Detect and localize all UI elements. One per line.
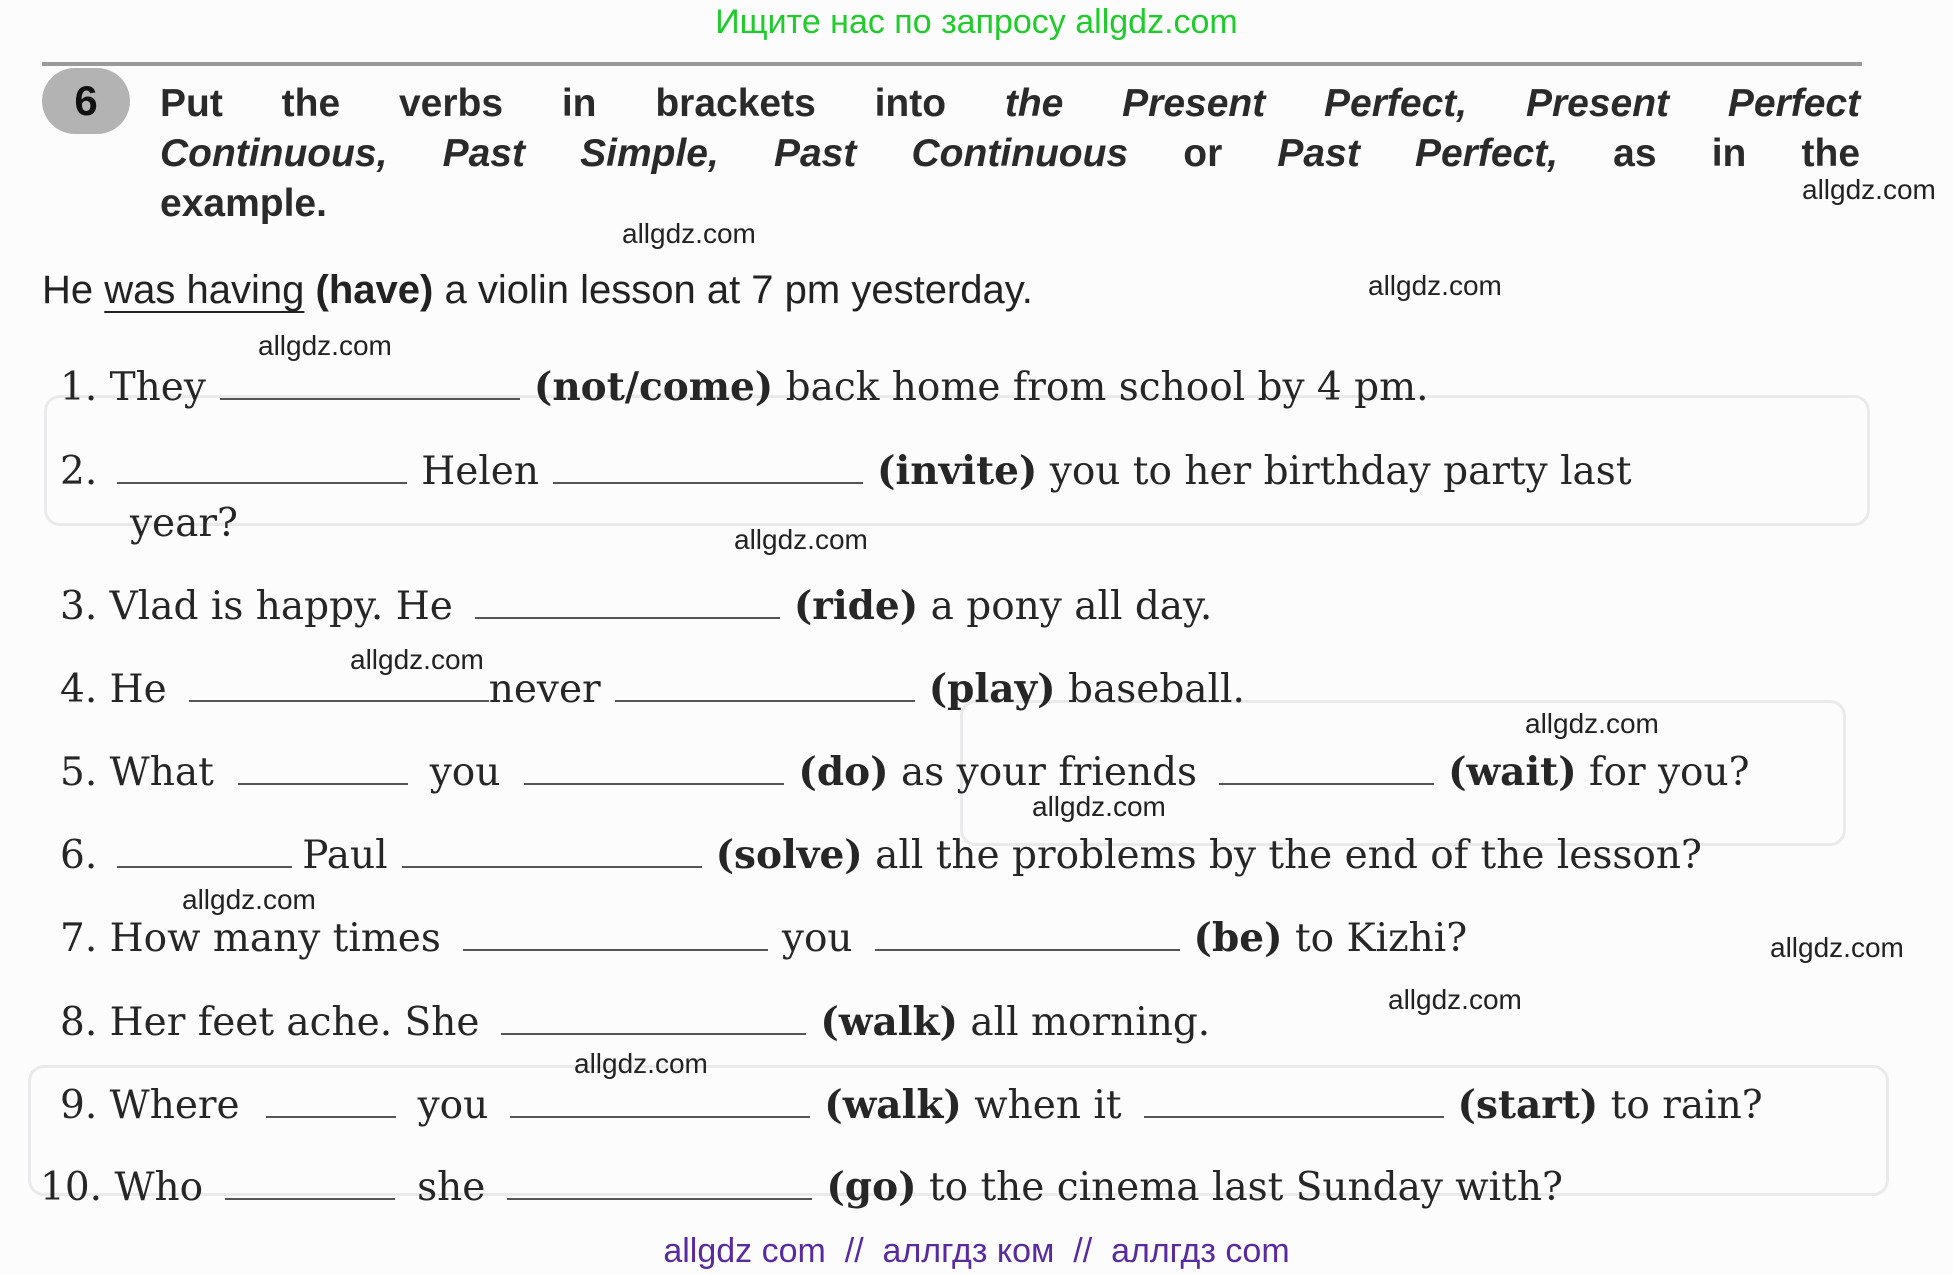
answer-blank[interactable] [117,832,292,868]
watermark: allgdz.com [350,644,484,675]
exercise-item-4: 4. He never (play) baseball. [60,666,1245,712]
answer-blank[interactable] [1144,1082,1444,1118]
instruction-line-2: Continuous, Past Simple, Past Continuous or Past Perfect, as in the [160,132,1861,175]
header-rule [42,62,1862,66]
answer-blank[interactable] [553,448,863,484]
exercise-item-1: 1. They (not/come) back home from school by 4 pm. [60,364,1429,410]
exercise-item-5: 5. What you (do) as your friends (wait) for you? [60,749,1750,795]
watermark: allgdz.com [622,218,756,249]
exercise-item-3: 3. Vlad is happy. He (ride) a pony all day. [60,583,1213,629]
footer-watermark: allgdz com // аллгдз ком // аллгдз com [663,1232,1290,1270]
answer-blank[interactable] [507,1164,812,1200]
watermark: allgdz.com [1032,791,1166,822]
answer-blank[interactable] [475,583,780,619]
watermark: allgdz.com [1525,708,1659,739]
answer-blank[interactable] [402,832,702,868]
answer-blank[interactable] [238,749,408,785]
instruction-line-1: Put the verbs in brackets into the Present Perfect, Present Perfect [160,82,1861,125]
watermark: allgdz.com [1368,270,1502,301]
example-sentence: He was having (have) a violin lesson at 7 pm yesterday. [42,268,1033,312]
answer-blank[interactable] [225,1164,395,1200]
exercise-item-10: 10. Who she (go) to the cinema last Sunday with? [40,1164,1563,1210]
watermark: allgdz.com [734,524,868,555]
exercise-item-2-cont: year? [130,501,238,546]
answer-blank[interactable] [1219,749,1434,785]
answer-blank[interactable] [524,749,784,785]
exercise-item-9: 9. Where you (walk) when it (start) to rain? [60,1082,1763,1128]
watermark: allgdz.com [1802,174,1936,205]
answer-blank[interactable] [875,915,1180,951]
exercise-item-8: 8. Her feet ache. She (walk) all morning. [60,999,1211,1045]
instruction-line-3: example. [160,182,327,225]
answer-blank[interactable] [501,999,806,1035]
watermark: allgdz.com [1770,932,1904,963]
answer-blank[interactable] [117,448,407,484]
exercise-item-7: 7. How many times you (be) to Kizhi? [60,915,1468,961]
exercise-number-badge: 6 [42,68,130,134]
answer-blank[interactable] [615,666,915,702]
answer-blank[interactable] [220,364,520,400]
answer-blank[interactable] [463,915,768,951]
watermark: allgdz.com [182,884,316,915]
answer-blank[interactable] [510,1082,810,1118]
watermark: allgdz.com [258,330,392,361]
answer-blank[interactable] [266,1082,396,1118]
watermark: allgdz.com [574,1048,708,1079]
exercise-item-6: 6. Paul (solve) all the problems by the end of the lesson? [60,832,1702,878]
example-answer: was having [104,268,305,312]
exercise-item-2: 2. Helen (invite) you to her birthday party last [60,448,1632,494]
watermark: allgdz.com [1388,984,1522,1015]
site-banner: Ищите нас по запросу allgdz.com [715,3,1238,41]
